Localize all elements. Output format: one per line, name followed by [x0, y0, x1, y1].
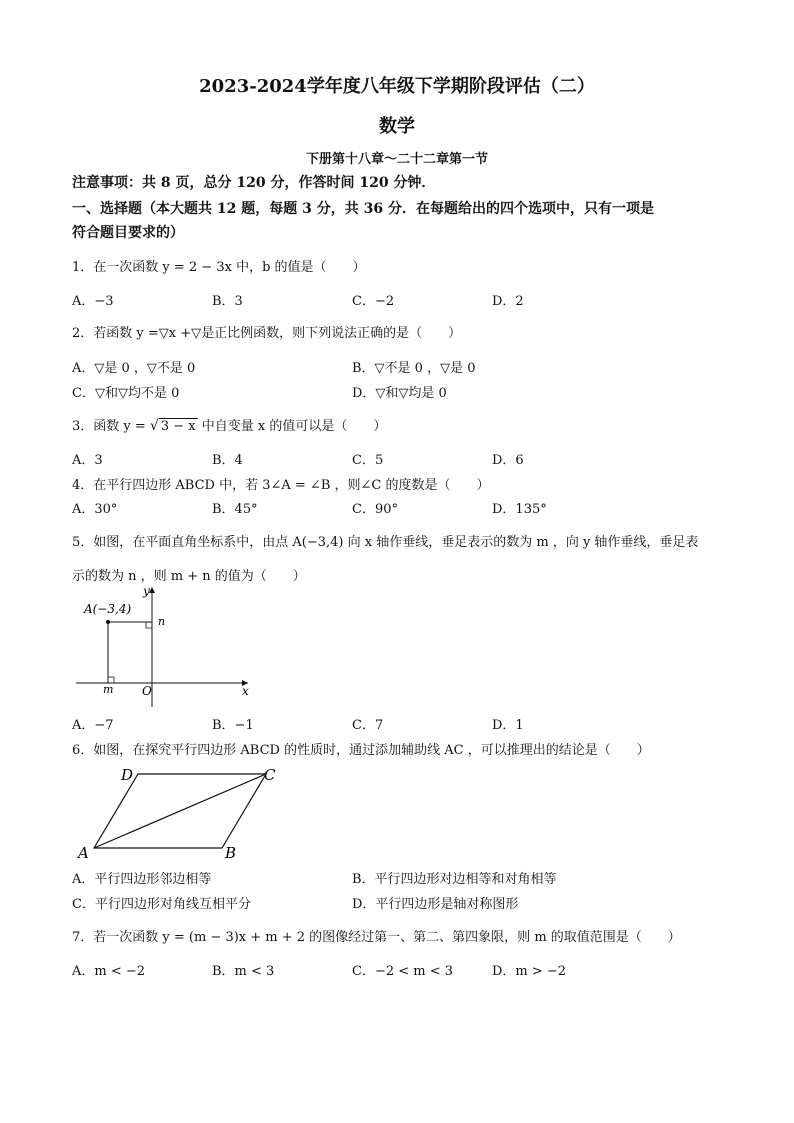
vertex-b-label: B — [225, 844, 237, 862]
q3-stem-prefix: 3．函数 y = — [72, 419, 150, 434]
question-2-stem: 2．若函数 y =▽x +▽是正比例函数，则下列说法正确的是（ ） — [72, 326, 462, 341]
question-5-stem-line1: 5．如图，在平面直角坐标系中，由点 A(−3,4) 向 x 轴作垂线，垂足表示的数为 m ，向 y 轴作垂线，垂足表 — [72, 535, 699, 550]
exam-title: 2023-2024学年度八年级下学期阶段评估（二） — [199, 76, 595, 97]
q3-option-a: A．3 — [72, 453, 103, 468]
question-3-stem — [72, 415, 386, 434]
q6-option-b: B．平行四边形对边相等和对角相等 — [352, 872, 557, 887]
question-1-stem: 1．在一次函数 y = 2 − 3x 中，b 的值是（ ） — [72, 260, 366, 275]
q3-radicand: 3 − x — [160, 419, 196, 434]
point-a-label: A(−3,4) — [84, 602, 132, 616]
x-axis-label: x — [242, 684, 249, 698]
q3-option-c: C．5 — [352, 453, 384, 468]
vertex-d-label: D — [121, 766, 134, 784]
q2-option-b: B．▽不是 0 ，▽是 0 — [352, 361, 476, 376]
n-label: n — [158, 615, 166, 628]
q5-option-c: C．7 — [352, 718, 384, 733]
q4-option-a: A．30° — [72, 502, 118, 517]
question-7-stem: 7．若一次函数 y = (m − 3)x + m + 2 的图像经过第一、第二、第四象限，则 m 的取值范围是（ ） — [72, 930, 681, 945]
m-label: m — [103, 683, 114, 696]
q3-stem-suffix: 中自变量 x 的值可以是（ ） — [197, 419, 387, 434]
section-heading-line1: 一、选择题（本大题共 12 题，每题 3 分，共 36 分．在每题给出的四个选项中，只有一项是 — [72, 201, 654, 217]
q1-option-c: C．−2 — [352, 294, 395, 309]
y-axis-arrow — [149, 587, 155, 593]
q6-parallelogram-figure — [70, 760, 290, 865]
exam-notice: 注意事项：共 8 页，总分 120 分，作答时间 120 分钟． — [72, 175, 436, 191]
exam-scope: 下册第十八章～二十二章第一节 — [305, 152, 488, 167]
diagonal-ac — [94, 774, 266, 848]
q3-option-b: B．4 — [212, 453, 243, 468]
q7-option-c: C．−2 < m < 3 — [352, 964, 454, 979]
q2-option-d: D．▽和▽均是 0 — [352, 386, 447, 401]
q2-option-a: A．▽是 0 ，▽不是 0 — [72, 361, 196, 376]
q3-option-d: D．6 — [492, 453, 524, 468]
point-a — [106, 620, 110, 624]
q6-option-a: A．平行四边形邻边相等 — [72, 872, 212, 887]
origin-label: O — [142, 684, 152, 698]
section-heading-line2: 符合题目要求的） — [72, 225, 184, 241]
vertex-a-label: A — [78, 844, 89, 862]
right-angle-mark-n — [146, 622, 152, 628]
q7-option-a: A．m < −2 — [72, 964, 146, 979]
q5-option-b: B．−1 — [212, 718, 254, 733]
q1-option-a: A．−3 — [72, 294, 114, 309]
q4-option-c: C．90° — [352, 502, 398, 517]
question-5-stem-line2: 示的数为 n ，则 m + n 的值为（ ） — [72, 569, 306, 584]
q5-option-d: D．1 — [492, 718, 524, 733]
q2-option-c: C．▽和▽均不是 0 — [72, 386, 180, 401]
q5-coordinate-figure — [70, 583, 260, 713]
q5-option-a: A．−7 — [72, 718, 114, 733]
q6-option-d: D．平行四边形是轴对称图形 — [352, 897, 519, 912]
q1-option-b: B．3 — [212, 294, 243, 309]
question-6-stem: 6．如图，在探究平行四边形 ABCD 的性质时，通过添加辅助线 AC ，可以推理出的结论是（ ） — [72, 743, 650, 758]
q4-option-d: D．135° — [492, 502, 547, 517]
sqrt-symbol: √ — [149, 418, 159, 434]
q6-option-c: C．平行四边形对角线互相平分 — [72, 897, 251, 912]
question-4-stem: 4．在平行四边形 ABCD 中，若 3∠A = ∠B ，则∠C 的度数是（ ） — [72, 478, 490, 493]
subject-title: 数学 — [379, 116, 415, 137]
y-axis-label: y — [143, 584, 150, 598]
q7-option-d: D．m > −2 — [492, 964, 567, 979]
q1-option-d: D．2 — [492, 294, 524, 309]
vertex-c-label: C — [264, 766, 276, 784]
q7-option-b: B．m < 3 — [212, 964, 275, 979]
q4-option-b: B．45° — [212, 502, 258, 517]
